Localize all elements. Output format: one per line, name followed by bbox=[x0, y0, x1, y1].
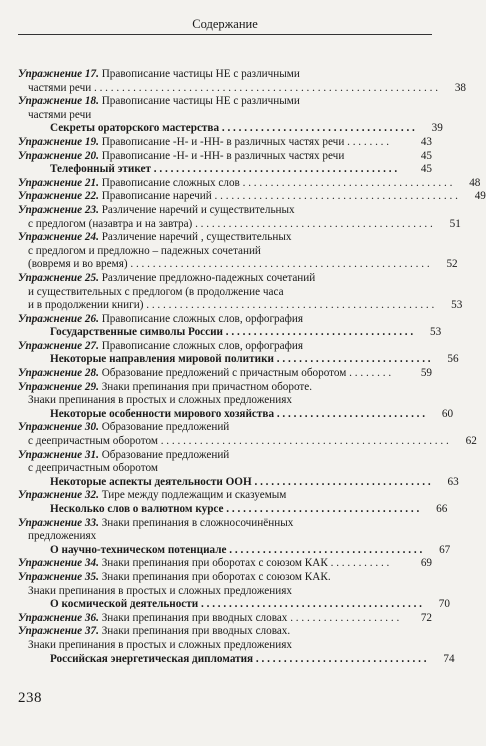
toc-entry-text: Знаки препинания в простых и сложных предложениях bbox=[28, 584, 292, 597]
toc-exercise-entry bbox=[18, 612, 432, 626]
exercise-label: Упражнение 30. bbox=[18, 421, 99, 434]
exercise-label: Упражнение 35. bbox=[18, 570, 99, 583]
toc-section-heading bbox=[18, 122, 443, 136]
toc-entry-continuation bbox=[18, 585, 432, 599]
toc-entry-text bbox=[18, 136, 404, 150]
toc-entry-text bbox=[18, 272, 404, 286]
toc-page-number: 39 bbox=[431, 122, 443, 135]
toc-entry-text bbox=[18, 557, 404, 571]
exercise-label: Упражнение 31. bbox=[18, 448, 99, 461]
toc-section-heading bbox=[18, 598, 450, 612]
toc-entry-continuation bbox=[18, 435, 477, 449]
exercise-title: Различение наречий и существительных bbox=[98, 203, 295, 216]
toc-entry-text: с деепричастным оборотом . . . . . . . . . . . . . . . . . . . . . . . . . . . . . . . . . . . . . . . . . . . . . . . . . . . . bbox=[28, 435, 449, 448]
exercise-label: Упражнение 20. bbox=[18, 149, 99, 162]
toc-entry-continuation bbox=[18, 286, 432, 300]
toc-exercise-entry bbox=[18, 517, 432, 531]
exercise-label: Упражнение 21. bbox=[18, 176, 99, 189]
toc-exercise-entry bbox=[18, 204, 432, 218]
toc-page-number: 56 bbox=[447, 353, 459, 366]
toc-page-number: 38 bbox=[454, 81, 467, 94]
exercise-title: Правописание сложных слов . . . . . . . . . . . . . . . . . . . . . . . . . . . . . . . . . . . . . . bbox=[98, 176, 453, 189]
toc-entry-text bbox=[18, 231, 404, 245]
toc-page-number: 45 bbox=[420, 149, 432, 162]
toc-entry-text: Некоторые направления мировой политики . . . . . . . . . . . . . . . . . . . . . . . . . . . . bbox=[50, 353, 431, 366]
toc-entry-text: О научно-техническом потенциале . . . . . . . . . . . . . . . . . . . . . . . . . . . . . . . . . . . bbox=[50, 543, 423, 556]
toc-entry-continuation bbox=[18, 299, 463, 313]
toc-section-heading bbox=[18, 163, 432, 177]
exercise-title: Образование предложений с причастным оборотом . . . . . . . . bbox=[98, 367, 392, 380]
toc-page-number: 49 bbox=[474, 190, 486, 203]
toc-exercise-entry bbox=[18, 557, 432, 571]
toc-entry-text bbox=[18, 421, 404, 435]
toc-page-number: 43 bbox=[420, 135, 432, 148]
toc-exercise-entry bbox=[18, 190, 486, 204]
exercise-title: Различение наречий , существительных bbox=[98, 231, 292, 244]
exercise-label: Упражнение 18. bbox=[18, 95, 99, 108]
page-header: Содержание bbox=[18, 16, 432, 35]
toc-entry-continuation bbox=[18, 245, 432, 259]
toc-entry-text: и существительных с предлогом (в продолжение часа bbox=[28, 285, 284, 298]
toc-section-heading bbox=[18, 353, 459, 367]
toc-page-number: 62 bbox=[465, 435, 477, 448]
toc-exercise-entry bbox=[18, 340, 432, 354]
toc-entry-continuation bbox=[18, 258, 458, 272]
toc-page-number: 67 bbox=[439, 543, 451, 556]
exercise-title: Знаки препинания при причастном обороте. bbox=[98, 380, 313, 393]
toc-exercise-entry bbox=[18, 95, 432, 109]
toc-entry-text: Знаки препинания в простых и сложных предложениях bbox=[28, 638, 292, 651]
toc-entry-text bbox=[18, 571, 404, 585]
toc-entry-text: Некоторые аспекты деятельности ООН . . . . . . . . . . . . . . . . . . . . . . . . . . . . . . . . bbox=[50, 475, 431, 488]
toc-page-number: 59 bbox=[420, 367, 432, 380]
toc-entry-continuation bbox=[18, 530, 432, 544]
toc-entry-text: Несколько слов о валютном курсе . . . . . . . . . . . . . . . . . . . . . . . . . . . . . . . . . . . bbox=[50, 503, 420, 515]
toc-entry-text bbox=[18, 517, 404, 531]
toc-page-number: 60 bbox=[441, 407, 454, 420]
exercise-label: Упражнение 26. bbox=[18, 312, 99, 325]
toc-entry-text bbox=[18, 381, 404, 395]
toc-entry-text: Государственные символы России . . . . . . . . . . . . . . . . . . . . . . . . . . . . . . . . . . bbox=[50, 326, 414, 339]
toc-page-number: 66 bbox=[436, 503, 448, 515]
toc-page-number: 70 bbox=[438, 598, 450, 611]
toc-entry-text bbox=[18, 204, 404, 218]
toc-section-heading bbox=[18, 407, 454, 422]
toc-exercise-entry bbox=[18, 449, 432, 463]
exercise-label: Упражнение 17. bbox=[18, 68, 99, 80]
toc-entry-text: О космической деятельности . . . . . . . . . . . . . . . . . . . . . . . . . . . . . . . . . . . . . . . . bbox=[50, 598, 422, 611]
toc-entry-text bbox=[18, 95, 404, 109]
toc-page-number: 53 bbox=[451, 299, 463, 312]
exercise-label: Упражнение 22. bbox=[18, 190, 99, 203]
toc-exercise-entry bbox=[18, 231, 432, 245]
exercise-title: Знаки препинания при вводных словах . . . . . . . . . . . . . . . . . . . . bbox=[98, 611, 400, 624]
exercise-label: Упражнение 27. bbox=[18, 339, 99, 352]
toc-entry-text bbox=[18, 612, 404, 626]
toc-entry-text bbox=[18, 449, 404, 463]
toc-exercise-entry bbox=[18, 176, 481, 191]
exercise-title: Правописание сложных слов, орфография bbox=[98, 339, 303, 352]
exercise-title: Образование предложений bbox=[98, 421, 230, 434]
toc-page-number: 63 bbox=[447, 475, 459, 488]
toc-entry-continuation bbox=[18, 217, 461, 232]
toc-entry-text bbox=[18, 625, 404, 639]
toc-entry-text bbox=[18, 68, 404, 82]
table-of-contents bbox=[18, 68, 486, 666]
exercise-label: Упражнение 28. bbox=[18, 367, 99, 380]
toc-entry-continuation bbox=[18, 81, 467, 96]
toc-entry-text: Знаки препинания в простых и сложных предложениях bbox=[28, 394, 292, 407]
toc-entry-text: с предлогом (назавтра и на завтра) . . . . . . . . . . . . . . . . . . . . . . . . . . . . . . . . . . . . . . . . . . . bbox=[28, 217, 433, 230]
toc-entry-continuation bbox=[18, 109, 432, 123]
exercise-title: Различение предложно-падежных сочетаний bbox=[98, 271, 316, 284]
toc-entry-text: частями речи . . . . . . . . . . . . . . . . . . . . . . . . . . . . . . . . . . . . . . . . . . . . . . . . . . . . . . . . . . . . . . bbox=[28, 81, 439, 94]
toc-exercise-entry bbox=[18, 272, 432, 286]
toc-page-number: 72 bbox=[420, 611, 432, 624]
toc-entry-text: (вовремя и во время) . . . . . . . . . . . . . . . . . . . . . . . . . . . . . . . . . . . . . . . . . . . . . . . . . . . . . . bbox=[28, 258, 430, 271]
exercise-title: Правописание сложных слов, орфография bbox=[98, 312, 303, 325]
exercise-label: Упражнение 33. bbox=[18, 516, 99, 529]
toc-entry-text bbox=[18, 340, 404, 354]
toc-entry-text: с деепричастным оборотом bbox=[28, 462, 158, 475]
exercise-label: Упражнение 24. bbox=[18, 231, 99, 244]
exercise-title: Правописание -Н- и -НН- в различных частях речи . . . . . . . . bbox=[98, 135, 390, 148]
exercise-label: Упражнение 37. bbox=[18, 625, 99, 638]
toc-entry-text bbox=[18, 177, 452, 191]
toc-page-number: 52 bbox=[446, 258, 458, 271]
toc-exercise-entry bbox=[18, 489, 432, 503]
toc-entry-text: Некоторые особенности мирового хозяйства . . . . . . . . . . . . . . . . . . . . . . . . . . . bbox=[50, 407, 426, 420]
toc-exercise-entry bbox=[18, 367, 432, 381]
toc-entry-text: и в продолжении книги) . . . . . . . . . . . . . . . . . . . . . . . . . . . . . . . . . . . . . . . . . . . . . . . . . . . . bbox=[28, 299, 435, 312]
toc-exercise-entry bbox=[18, 381, 432, 395]
toc-entry-text bbox=[18, 489, 404, 503]
toc-entry-text bbox=[18, 190, 458, 204]
toc-page-number: 45 bbox=[420, 163, 432, 176]
exercise-label: Упражнение 19. bbox=[18, 135, 99, 148]
exercise-title: Тире между подлежащим и сказуемым bbox=[98, 489, 287, 502]
exercise-title: Образование предложений bbox=[98, 448, 230, 461]
toc-section-heading bbox=[18, 503, 448, 517]
exercise-title: Правописание наречий . . . . . . . . . . . . . . . . . . . . . . . . . . . . . . . . . . . . . . . . . . . . bbox=[98, 190, 458, 203]
exercise-label: Упражнение 25. bbox=[18, 271, 99, 284]
toc-entry-text bbox=[18, 150, 404, 164]
toc-exercise-entry bbox=[18, 150, 432, 164]
exercise-title: Знаки препинания в сложносочинённых bbox=[98, 516, 294, 529]
toc-entry-continuation bbox=[18, 639, 432, 653]
toc-entry-text: частями речи bbox=[28, 108, 92, 121]
toc-entry-text bbox=[18, 367, 404, 381]
toc-entry-text: Секреты ораторского мастерства . . . . . . . . . . . . . . . . . . . . . . . . . . . . . . . . . . . bbox=[50, 122, 415, 135]
toc-page-number: 74 bbox=[443, 652, 455, 665]
toc-entry-continuation bbox=[18, 394, 432, 408]
exercise-title: Знаки препинания при оборотах с союзом КАК . . . . . . . . . . . bbox=[98, 557, 390, 570]
toc-section-heading bbox=[18, 543, 451, 558]
exercise-label: Упражнение 36. bbox=[18, 611, 99, 624]
toc-section-heading bbox=[18, 652, 455, 667]
exercise-label: Упражнение 29. bbox=[18, 380, 99, 393]
toc-entry-text: предложениях bbox=[28, 530, 97, 543]
toc-entry-text: с предлогом и предложно – падежных сочетаний bbox=[28, 244, 261, 257]
toc-exercise-entry bbox=[18, 313, 432, 327]
toc-page-number: 51 bbox=[449, 217, 461, 230]
toc-exercise-entry bbox=[18, 421, 432, 435]
toc-page-number: 69 bbox=[420, 557, 432, 570]
toc-exercise-entry bbox=[18, 571, 432, 585]
toc-section-heading bbox=[18, 475, 459, 490]
toc-entry-continuation bbox=[18, 462, 432, 476]
page-number: 238 bbox=[18, 690, 42, 706]
exercise-label: Упражнение 34. bbox=[18, 557, 99, 570]
toc-entry-text: Российская энергетическая дипломатия . . . . . . . . . . . . . . . . . . . . . . . . . . . . . . . bbox=[50, 652, 427, 665]
exercise-title: Знаки препинания при оборотах с союзом КАК. bbox=[98, 570, 331, 583]
toc-page-number: 53 bbox=[430, 326, 442, 339]
exercise-title: Правописание частицы НЕ с различными bbox=[98, 95, 300, 108]
toc-page-number: 48 bbox=[469, 176, 481, 189]
toc-exercise-entry bbox=[18, 625, 432, 639]
toc-section-heading bbox=[18, 326, 442, 340]
exercise-label: Упражнение 23. bbox=[18, 203, 99, 216]
exercise-title: Правописание частицы НЕ с различными bbox=[98, 68, 300, 80]
toc-exercise-entry bbox=[18, 68, 432, 82]
exercise-title: Правописание -Н- и -НН- в различных частях речи bbox=[98, 149, 345, 162]
toc-entry-text: Телефонный этикет . . . . . . . . . . . . . . . . . . . . . . . . . . . . . . . . . . . . . . . . . . . . bbox=[50, 163, 398, 176]
exercise-label: Упражнение 32. bbox=[18, 489, 99, 502]
toc-exercise-entry bbox=[18, 136, 432, 150]
toc-entry-text bbox=[18, 313, 404, 327]
exercise-title: Знаки препинания при вводных словах. bbox=[98, 625, 291, 638]
